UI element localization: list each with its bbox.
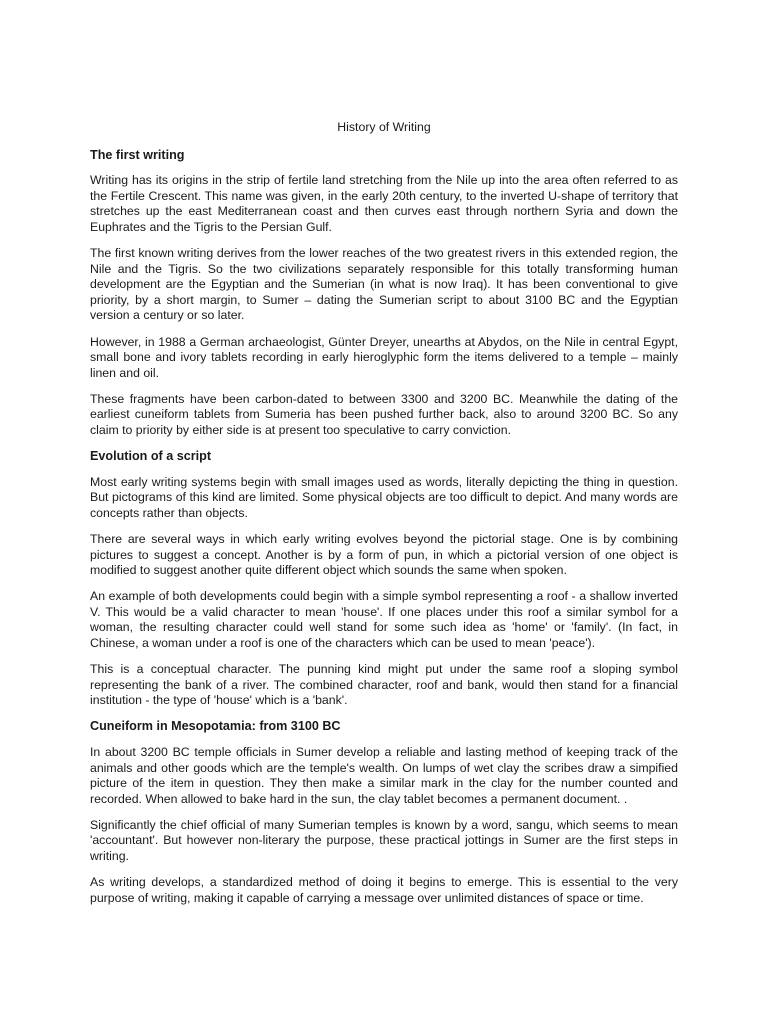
paragraph: In about 3200 BC temple officials in Sumer develop a reliable and lasting method of keeping track of the animals and other goods which are the temple's wealth. On lumps of wet clay the scribes draw a simpified picture of the item in question. They then make a similar mark in the clay for the number counted and recorded. When allowed to bake hard in the sun, the clay tablet becomes a permanent document. . xyxy=(90,745,678,806)
section-heading: Cuneiform in Mesopotamia: from 3100 BC xyxy=(90,719,341,734)
section-heading: Evolution of a script xyxy=(90,449,212,464)
section-heading: The first writing xyxy=(90,147,185,162)
section-cuneiform-in-mesopotamia xyxy=(90,719,678,906)
document-page xyxy=(90,120,678,917)
paragraph: As writing develops, a standardized method of doing it begins to emerge. This is essential to the very purpose of writing, making it capable of carrying a message over unlimited distances of space or time. xyxy=(90,875,678,905)
paragraph: Writing has its origins in the strip of fertile land stretching from the Nile up into the area often referred to as the Fertile Crescent. This name was given, in the early 20th century, to the inverted U-shape of territory that stretches up the east Mediterranean coast and then curves east through northern Syria and down the Euphrates and the Tigris to the Persian Gulf. xyxy=(90,173,678,234)
section-evolution-of-a-script xyxy=(90,449,678,709)
paragraph: Most early writing systems begin with small images used as words, literally depicting the thing in question. But pictograms of this kind are limited. Some physical objects are too difficult to depict. And many words are concepts rather than objects. xyxy=(90,474,678,520)
paragraph: This is a conceptual character. The punning kind might put under the same roof a sloping symbol representing the bank of a river. The combined character, roof and bank, would then stand for a financial institution - the type of 'house' which is a 'bank'. xyxy=(90,662,678,708)
paragraph: The first known writing derives from the lower reaches of the two greatest rivers in this extended region, the Nile and the Tigris. So the two civilizations separately responsible for this totally transforming human development are the Egyptian and the Sumerian (in what is now Iraq). It has been conventional to give priority, by a short margin, to Sumer – dating the Sumerian script to about 3100 BC and the Egyptian version a century or so later. xyxy=(90,246,678,323)
paragraph: These fragments have been carbon-dated to between 3300 and 3200 BC. Meanwhile the dating of the earliest cuneiform tablets from Sumeria has been pushed further back, also to around 3200 BC. So any claim to priority by either side is at present too speculative to carry conviction. xyxy=(90,391,678,437)
paragraph: An example of both developments could begin with a simple symbol representing a roof - a shallow inverted V. This would be a valid character to mean 'house'. If one places under this roof a similar symbol for a woman, the resulting character could well stand for some such idea as 'home' or 'family'. (In fact, in Chinese, a woman under a roof is one of the characters which can be used to mean 'peace'). xyxy=(90,589,678,651)
paragraph: There are several ways in which early writing evolves beyond the pictorial stage. One is by combining pictures to suggest a concept. Another is by a form of pun, in which a pictorial version of one object is modified to suggest another quite different object which sounds the same when spoken. xyxy=(90,531,678,578)
document-title: History of Writing xyxy=(337,120,431,134)
paragraph: However, in 1988 a German archaeologist, Günter Dreyer, unearths at Abydos, on the Nile in central Egypt, small bone and ivory tablets recording in early hieroglyphic form the items delivered to a temple – mainly linen and oil. xyxy=(90,334,678,380)
paragraph: Significantly the chief official of many Sumerian temples is known by a word, sangu, which seems to mean 'accountant'. But however non-literary the purpose, these practical jottings in Sumer are the first steps in writing. xyxy=(90,817,678,864)
section-first-writing xyxy=(90,148,678,439)
